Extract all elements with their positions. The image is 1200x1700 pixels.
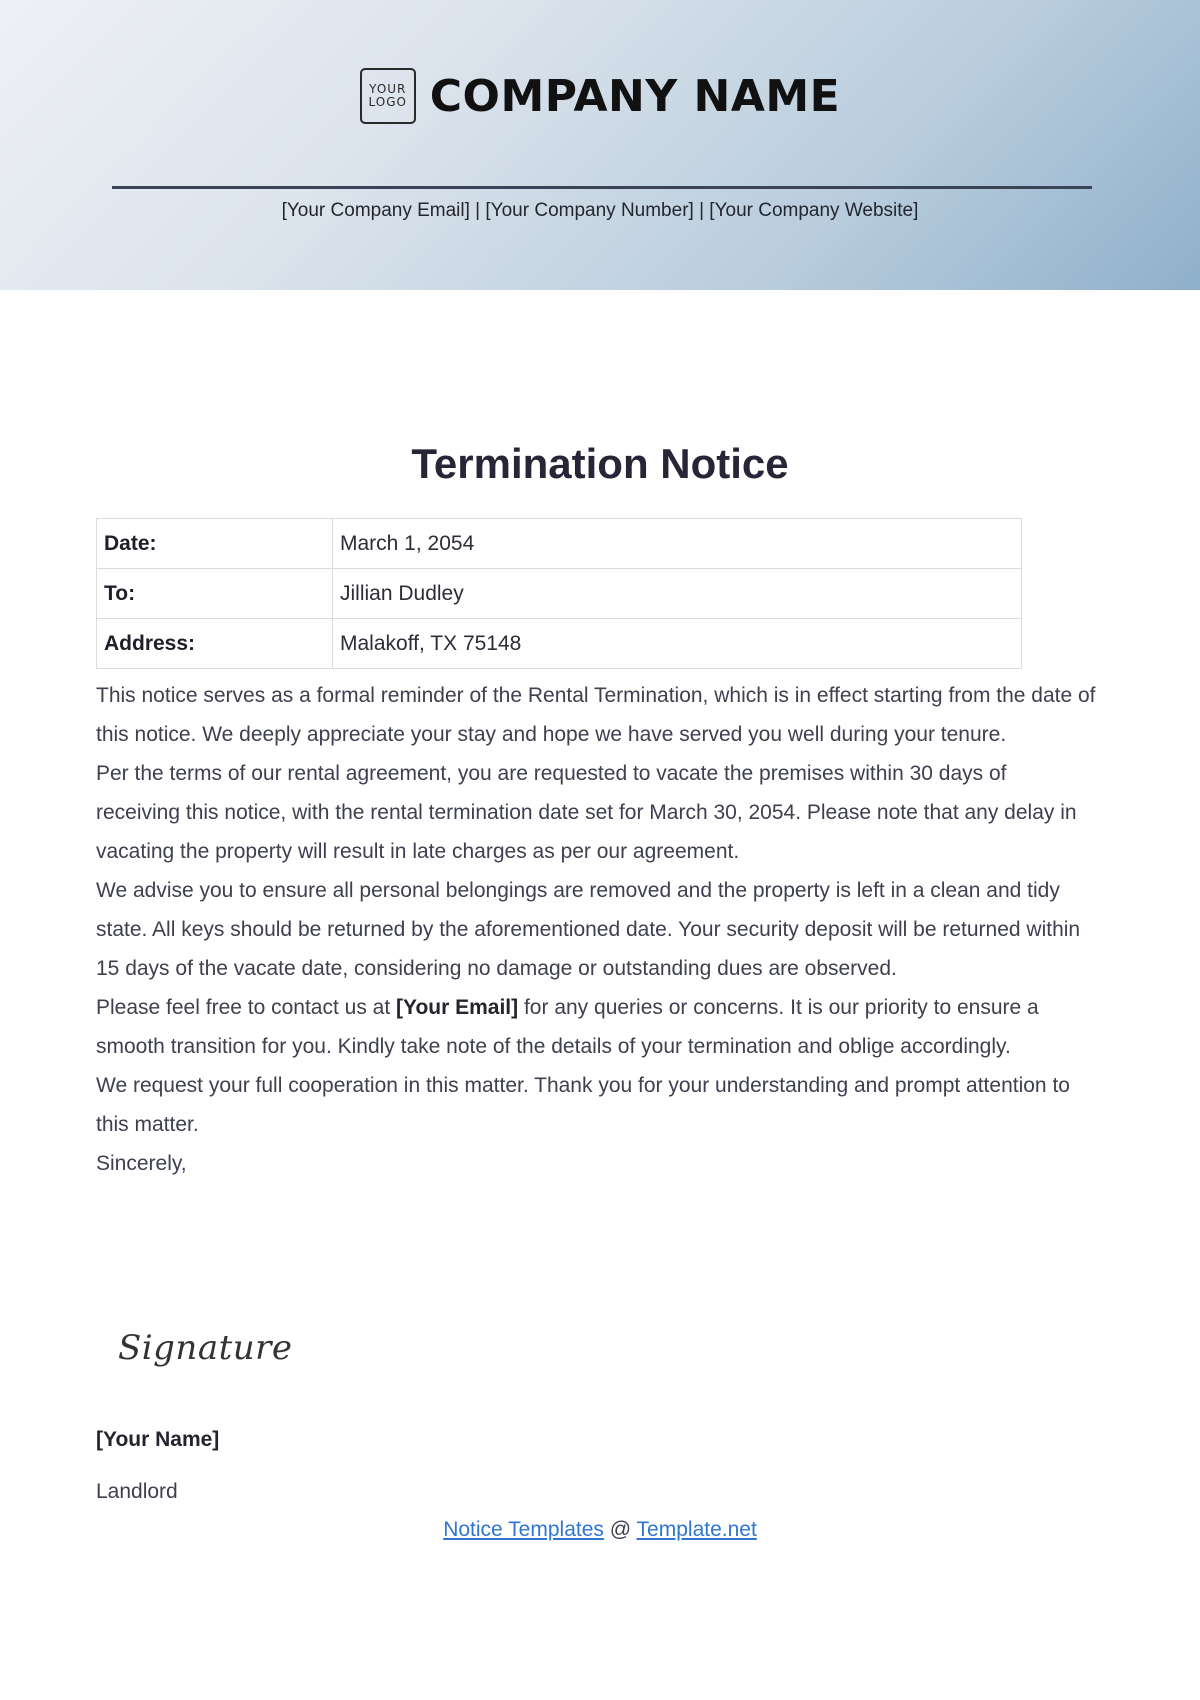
notice-details-table	[96, 518, 1022, 669]
footer-separator: @	[609, 1518, 632, 1541]
contact-text-after: for any queries or concerns. It is our priority to ensure a smooth transition for you. Kindly take note of the details of your termination and oblige accordingly.	[96, 996, 1039, 1058]
date-value: March 1, 2054	[333, 519, 1022, 569]
letterhead	[0, 0, 1200, 290]
template-net-link[interactable]: Template.net	[636, 1518, 757, 1541]
header-divider	[112, 186, 1092, 189]
signer-role: Landlord	[96, 1480, 178, 1503]
closing: Sincerely,	[96, 1152, 187, 1175]
signature: Signature	[118, 1328, 293, 1368]
to-value: Jillian Dudley	[333, 569, 1022, 619]
table-row	[97, 519, 1022, 569]
brand	[0, 68, 1200, 124]
table-row	[97, 569, 1022, 619]
document-title: Termination Notice	[411, 440, 789, 487]
address-label: Address:	[97, 619, 333, 669]
contact-text-before: Please feel free to contact us at	[96, 996, 397, 1019]
notice-templates-link[interactable]: Notice Templates	[443, 1518, 604, 1541]
letter-body	[96, 676, 1096, 1183]
date-label: Date:	[97, 519, 333, 569]
paragraph-instructions: We advise you to ensure all personal belongings are removed and the property is left in a clean and tidy state. All keys should be returned by the aforementioned date. Your security deposit will be returned within 15 days of the vacate date, considering no damage or outstanding dues are observed.	[96, 879, 1081, 980]
logo	[360, 68, 416, 124]
company-contact-line: [Your Company Email] | [Your Company Number] | [Your Company Website]	[281, 200, 919, 221]
address-value: Malakoff, TX 75148	[333, 619, 1022, 669]
logo-text-line1: YOUR	[369, 82, 407, 96]
to-label: To:	[97, 569, 333, 619]
paragraph-intro: This notice serves as a formal reminder of the Rental Termination, which is in effect starting from the date of this notice. We deeply appreciate your stay and hope we have served you well during your tenure.	[96, 684, 1096, 746]
paragraph-terms: Per the terms of our rental agreement, you are requested to vacate the premises within 30 days of receiving this notice, with the rental termination date set for March 30, 2054. Please note that any delay in vacating the property will result in late charges as per our agreement.	[96, 762, 1077, 863]
footer	[0, 1518, 1200, 1542]
paragraph-cooperation: We request your full cooperation in this matter. Thank you for your understanding and prompt attention to this matter.	[96, 1074, 1070, 1136]
logo-text-line2: LOGO	[368, 95, 407, 109]
contact-email-placeholder: [Your Email]	[396, 996, 519, 1019]
paragraph-contact	[96, 988, 1096, 1066]
table-row	[97, 619, 1022, 669]
signer-name: [Your Name]	[96, 1428, 220, 1451]
company-name: COMPANY NAME	[429, 70, 841, 122]
